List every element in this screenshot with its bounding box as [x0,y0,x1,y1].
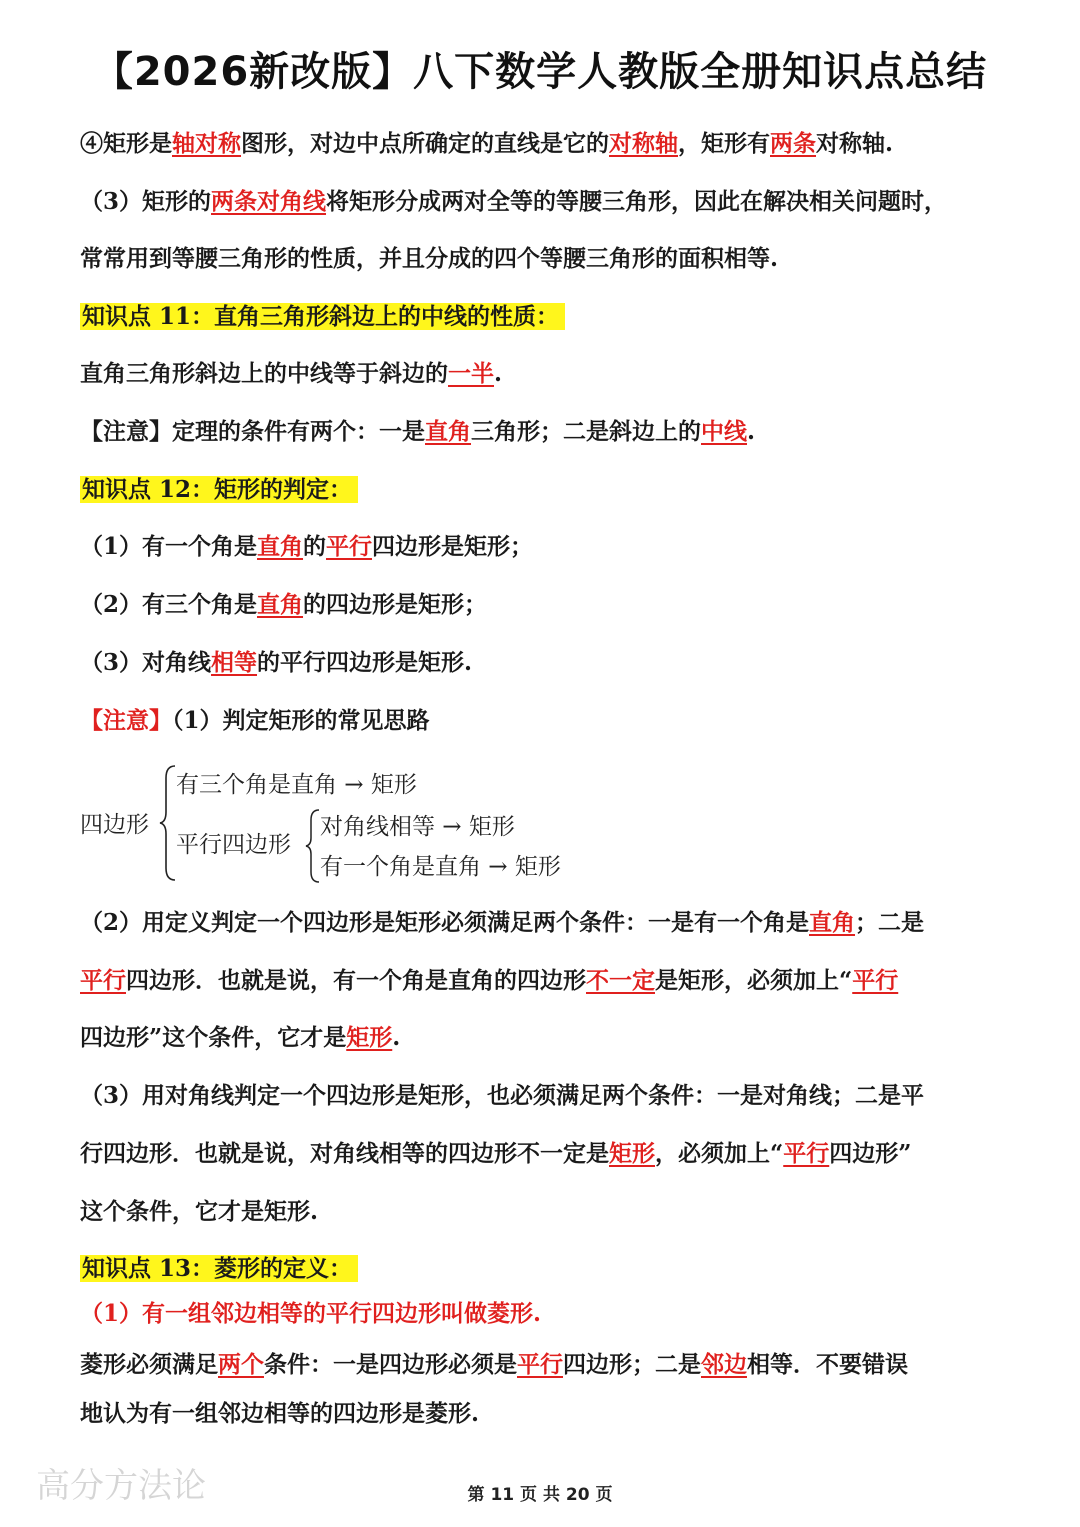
paragraph-definition-judgement-cont: 平行四边形．也就是说，有一个角是直角的四边形不一定是矩形，必须加上“平行 [80,967,899,994]
paragraph-diagonals: （3）矩形的两条对角线将矩形分成两对全等的等腰三角形，因此在解决相关问题时， [80,188,948,215]
watermark: 高分方法论 [36,1466,206,1506]
rhombus-definition: （1）有一组邻边相等的平行四边形叫做菱形. [80,1300,542,1327]
paragraph-definition-judgement: （2）用定义判定一个四边形是矩形必须满足两个条件：一是有一个角是直角；二是 [80,909,925,936]
note-common-approach: 【注意】（1）判定矩形的常见思路 [80,707,430,734]
paragraph-median-theorem: 直角三角形斜边上的中线等于斜边的一半. [80,360,503,387]
paragraph-diagonal-judgement: （3）用对角线判定一个四边形是矩形，也必须满足两个条件：一是对角线；二是平 [80,1082,925,1109]
heading-point-13: 知识点 13：菱形的定义： [80,1253,1010,1285]
paragraph-diagonal-judgement-end: 这个条件，它才是矩形. [80,1198,319,1225]
page-number: 第 11 页 共 20 页 [467,1485,613,1505]
tree-branch-2: 平行四边形 [176,832,291,858]
paragraph-rhombus-conditions: 菱形必须满足两个条件：一是四边形必须是平行四边形；二是邻边相等．不要错误 [80,1351,908,1378]
paragraph-rectangle-symmetry: ④矩形是轴对称图形，对边中点所确定的直线是它的对称轴，矩形有两条对称轴. [80,130,894,157]
criterion-2: （2）有三个角是直角的四边形是矩形； [80,591,488,618]
paragraph-definition-judgement-end: 四边形”这个条件，它才是矩形. [80,1024,401,1051]
criterion-1: （1）有一个角是直角的平行四边形是矩形； [80,533,534,560]
heading-point-12: 知识点 12：矩形的判定： [80,474,1010,506]
tree-leaf-2: 有一个角是直角 → 矩形 [320,854,561,880]
tree-root: 四边形 [80,812,149,838]
tree-leaf-1: 对角线相等 → 矩形 [320,814,515,840]
paragraph-rhombus-conditions-cont: 地认为有一组邻边相等的四边形是菱形. [80,1400,480,1427]
big-brace-icon [158,764,178,882]
criterion-3: （3）对角线相等的平行四边形是矩形. [80,649,473,676]
paragraph-diagonal-judgement-cont: 行四边形．也就是说，对角线相等的四边形不一定是矩形，必须加上“平行四边形” [80,1140,912,1167]
paragraph-diagonals-cont: 常常用到等腰三角形的性质，并且分成的四个等腰三角形的面积相等. [80,245,779,272]
document-title: 【2026新改版】八下数学人教版全册知识点总结 [92,49,988,95]
heading-point-11: 知识点 11：直角三角形斜边上的中线的性质： [80,301,1010,333]
paragraph-note-conditions: 【注意】定理的条件有两个：一是直角三角形；二是斜边上的中线. [80,418,756,445]
tree-branch-1: 有三个角是直角 → 矩形 [176,772,417,798]
judgement-tree-diagram [80,760,640,890]
